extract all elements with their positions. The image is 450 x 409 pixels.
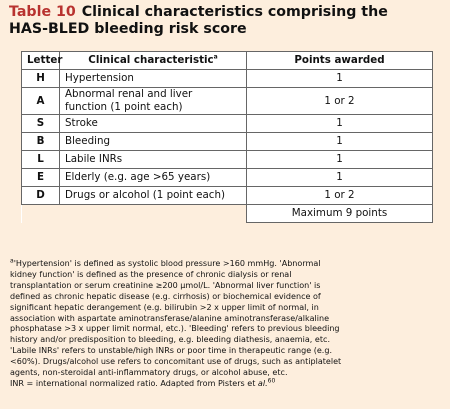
row-letter: D bbox=[22, 187, 60, 205]
table-row bbox=[22, 187, 433, 205]
row-letter: A bbox=[22, 88, 60, 115]
row-characteristic bbox=[60, 187, 247, 205]
row-points: 1 bbox=[247, 115, 433, 133]
row-points: 1 bbox=[247, 70, 433, 88]
table-row bbox=[22, 115, 433, 133]
header-letter: Letter bbox=[22, 52, 60, 70]
characteristic-line: Abnormal renal and liver bbox=[65, 88, 193, 100]
footnote-line bbox=[10, 259, 442, 270]
footnote-line bbox=[10, 270, 442, 281]
total-blank bbox=[22, 205, 60, 223]
caption-text-1: Clinical characteristics comprising the bbox=[81, 4, 388, 20]
footnote-line bbox=[10, 335, 442, 346]
table-row bbox=[22, 151, 433, 169]
characteristic-line: Stroke bbox=[65, 117, 98, 129]
table-row bbox=[22, 169, 433, 187]
footnote-text: kidney function' is defined as the presence of chronic dialysis or renal bbox=[10, 269, 292, 279]
table-row bbox=[22, 70, 433, 88]
header-characteristic-sup: a bbox=[213, 53, 218, 61]
footnote-line bbox=[10, 368, 442, 379]
row-letter: E bbox=[22, 169, 60, 187]
footnote-text: 'Hypertension' is defined as systolic blood pressure >160 mmHg. 'Abnormal bbox=[13, 259, 321, 268]
footnote-text: significant hepatic derangement (e.g. bilirubin >2 x upper limit of normal, in bbox=[10, 302, 319, 312]
row-characteristic bbox=[60, 151, 247, 169]
row-letter: H bbox=[22, 70, 60, 88]
row-letter: S bbox=[22, 115, 60, 133]
row-points: 1 or 2 bbox=[247, 88, 433, 115]
table-header-row bbox=[22, 52, 433, 70]
characteristic-line: Bleeding bbox=[65, 135, 111, 147]
header-characteristic-text: Clinical characteristic bbox=[88, 54, 214, 66]
table-row bbox=[22, 133, 433, 151]
row-letter: L bbox=[22, 151, 60, 169]
footnote-text: 'Labile INRs' refers to unstable/high INRs or poor time in therapeutic range (e.g. bbox=[10, 346, 333, 356]
footnote-text: <60%). Drugs/alcohol use refers to concomitant use of drugs, such as antiplatelet bbox=[10, 357, 342, 367]
total-points: Maximum 9 points bbox=[247, 205, 433, 223]
characteristic-line: function (1 point each) bbox=[65, 101, 183, 113]
row-points: 1 bbox=[247, 169, 433, 187]
footnote-line bbox=[10, 379, 442, 390]
footnote-line bbox=[10, 281, 442, 292]
row-characteristic bbox=[60, 169, 247, 187]
footnote-marker: a bbox=[10, 257, 14, 265]
footnote-text: association with aspartate aminotransferase/alanine aminotransferase/alkaline bbox=[10, 313, 330, 323]
footnote-line bbox=[10, 357, 442, 368]
characteristic-line: Labile INRs bbox=[65, 153, 123, 165]
footnote-line bbox=[10, 314, 442, 325]
footnote-italic: al. bbox=[257, 378, 268, 388]
footnote-text: defined as chronic hepatic disease (e.g. cirrhosis) or biochemical evidence of bbox=[10, 291, 321, 301]
row-characteristic bbox=[60, 115, 247, 133]
footnote-text: agents, non-steroidal anti-inflammatory drugs, or alcohol abuse, etc. bbox=[10, 368, 288, 378]
footnote-text: INR = international normalized ratio. Adapted from Pisters et bbox=[10, 378, 258, 388]
row-letter: B bbox=[22, 133, 60, 151]
characteristic-line: Elderly (e.g. age >65 years) bbox=[65, 171, 211, 183]
table-body bbox=[22, 70, 433, 223]
footnote-line bbox=[10, 292, 442, 303]
footnote-line bbox=[10, 324, 442, 335]
total-row bbox=[22, 205, 433, 223]
table-row bbox=[22, 88, 433, 115]
row-points: 1 bbox=[247, 151, 433, 169]
footnote-text: phosphatase >3 x upper limit normal, etc.). 'Bleeding' refers to previous bleeding bbox=[10, 324, 340, 334]
footnote-line bbox=[10, 346, 442, 357]
header-characteristic bbox=[60, 52, 247, 70]
table-caption bbox=[0, 0, 450, 40]
footnote-text: history and/or predisposition to bleeding, e.g. bleeding diathesis, anaemia, etc. bbox=[10, 335, 331, 345]
row-characteristic bbox=[60, 133, 247, 151]
row-characteristic bbox=[60, 70, 247, 88]
caption-line-1 bbox=[9, 4, 388, 20]
footnote-text: transplantation or serum creatinine ≥200 μmol/L. 'Abnormal liver function' is bbox=[10, 280, 321, 290]
total-blank bbox=[60, 205, 247, 223]
table-panel bbox=[8, 43, 438, 249]
footnote bbox=[10, 259, 442, 390]
row-points: 1 bbox=[247, 133, 433, 151]
row-points: 1 or 2 bbox=[247, 187, 433, 205]
has-bled-table bbox=[21, 51, 433, 223]
caption-line-2: HAS-BLED bleeding risk score bbox=[9, 21, 247, 37]
characteristic-line: Drugs or alcohol (1 point each) bbox=[65, 189, 225, 201]
header-points: Points awarded bbox=[247, 52, 433, 70]
table-number: Table 10 bbox=[9, 4, 76, 20]
row-characteristic bbox=[60, 88, 247, 115]
footnote-line bbox=[10, 303, 442, 314]
characteristic-line: Hypertension bbox=[65, 72, 134, 84]
footnote-reference: 60 bbox=[267, 377, 276, 385]
